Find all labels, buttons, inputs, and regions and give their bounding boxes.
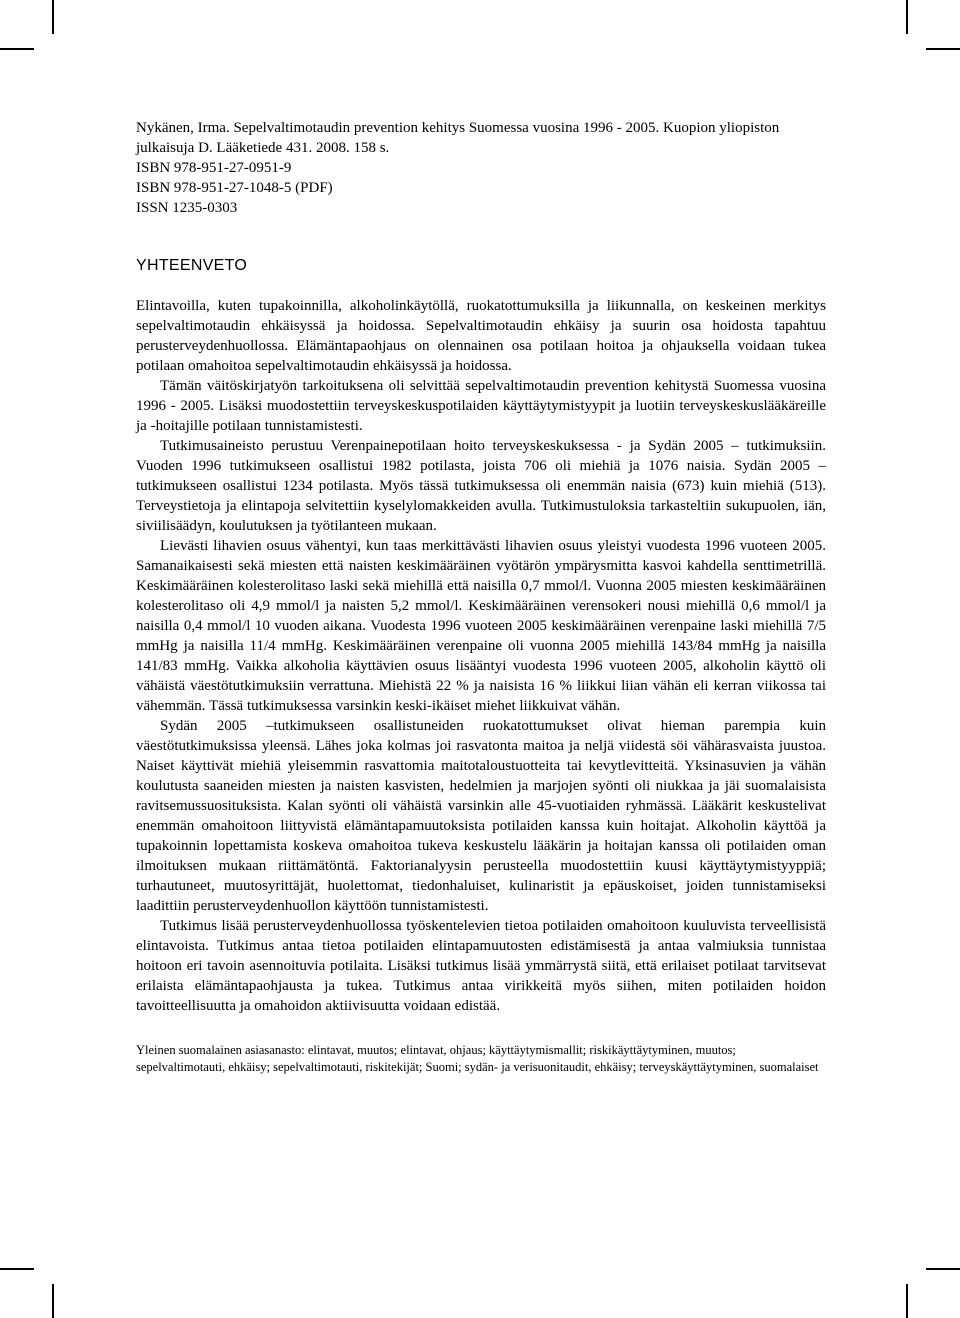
bibliography-block (136, 118, 826, 218)
crop-mark (926, 48, 960, 50)
crop-mark (52, 0, 54, 34)
isbn-print: ISBN 978-951-27-0951-9 (136, 160, 292, 176)
paragraph: Elintavoilla, kuten tupakoinnilla, alkoholinkäytöllä, ruokatottumuksilla ja liikunnalla, on keskeinen merkitys sepelvaltimotaudin ehkäisyssä ja hoidossa. Sepelvaltimotaudin ehkäisy ja suurin osa hoidosta tapahtuu perusterveydenhuollossa. Elämäntapaohjaus on olennainen osa potilaan hoitoa ja ohjauksella voidaan tukea potilaan omahoitoa sepelvaltimotaudin ehkäisyssä ja hoidossa. (136, 298, 826, 374)
paragraph: Tämän väitöskirjatyön tarkoituksena oli selvittää sepelvaltimotaudin prevention kehitystä Suomessa vuosina 1996 - 2005. Lisäksi muodostettiin terveyskeskuspotilaiden käyttäytymistyypit ja luotiin terveyskeskuslääkäreille ja -hoitajille potilaan tunnistamistesti. (136, 378, 826, 434)
citation: Nykänen, Irma. Sepelvaltimotaudin prevention kehitys Suomessa vuosina 1996 - 2005. Kuopion yliopiston julkaisuja D. Lääketiede 431. 2008. 158 s. (136, 120, 780, 156)
crop-mark (926, 1268, 960, 1270)
paragraph: Tutkimus lisää perusterveydenhuollossa työskentelevien tietoa potilaiden omahoitoon kuuluvista terveellisistä elintavoista. Tutkimus antaa tietoa potilaiden elintapamuutosten edistämisestä ja antaa valmiuksia tunnistaa hoitoon eri tavoin asennoituvia potilaita. Lisäksi tutkimus lisää ymmärrystä siitä, että erilaiset potilaat tarvitsevat erilaista elämäntapaohjausta ja tukea. Tutkimus antaa virikkeitä myös siihen, miten potilaiden hoidon tavoitteellisuutta ja omahoidon aktiivisuutta voidaan edistää. (136, 918, 826, 1014)
document-page (136, 118, 826, 1076)
isbn-pdf: ISBN 978-951-27-1048-5 (PDF) (136, 180, 333, 196)
paragraph: Lievästi lihavien osuus vähentyi, kun taas merkittävästi lihavien osuus yleistyi vuodesta 1996 vuoteen 2005. Samanaikaisesti sekä miesten että naisten keskimääräinen vyötärön ympärysmitta kasvoi kahdella senttimetrillä. Keskimääräinen kolesterolitaso laski sekä miehillä että naisilla 0,7 mmol/l. Vuonna 2005 miesten keskimääräinen kolesterolitaso oli 4,9 mmol/l ja naisten 5,2 mmol/l. Keskimääräinen verensokeri nousi miehillä 0,6 mmol/l ja naisilla 0,4 mmol/l 10 vuoden aikana. Vuodesta 1996 vuoteen 2005 keskimääräinen verenpaine laski miehillä 7/5 mmHg ja naisilla 11/4 mmHg. Keskimääräinen verenpaine oli vuonna 2005 miehillä 143/84 mmHg ja naisilla 141/83 mmHg. Vaikka alkoholia käyttävien osuus lisääntyi vuodesta 1996 vuoteen 2005, alkoholin käyttö oli vähäistä väestötutkimuksiin verrattuna. Miehistä 22 % ja naisista 16 % liikkui liian vähän eli kerran viikossa tai vähemmän. Tässä tutkimuksessa varsinkin keski-ikäiset miehet liikkuivat vähän. (136, 538, 826, 714)
issn: ISSN 1235-0303 (136, 200, 238, 216)
crop-mark (906, 0, 908, 34)
section-heading: YHTEENVETO (136, 257, 248, 274)
crop-mark (0, 1268, 34, 1270)
paragraph: Sydän 2005 –tutkimukseen osallistuneiden ruokatottumukset olivat hieman parempia kuin väestötutkimuksissa yleensä. Lähes joka kolmas joi rasvatonta maitoa ja neljä viidestä söi vähärasvaista juustoa. Naiset käyttivät miehiä yleisemmin rasvattomia maitotaloustuotteita tai kevytlevitteitä. Yksinasuvien ja vähän koulutusta saaneiden miesten ja naisten kasvisten, hedelmien ja marjojen syönti oli niukkaa ja jäi suomalaisista ravitsemussuosituksista. Kalan syönti oli vähäistä varsinkin alle 45-vuotiaiden ryhmässä. Lääkärit keskustelivat enemmän omahoitoon liittyvistä elämäntapamuutoksista potilaiden kanssa kuin hoitajat. Alkoholin käyttöä ja tupakoinnin lopettamista koskeva omahoitoa tukeva keskustelu lääkärin ja hoitajan kanssa oli potilaiden oman ilmoituksen mukaan riittämätöntä. Faktorianalyysin perusteella muodostettiin kuusi käyttäytymistyyppiä; turhautuneet, muutosyrittäjät, huolettomat, tiedonhaluiset, kulinaristit ja epäuskoiset, joiden tunnistamiseksi laadittiin perusterveydenhuollon käyttöön tunnistamistesti. (136, 718, 826, 914)
crop-mark (0, 48, 34, 50)
crop-mark (52, 1284, 54, 1318)
crop-mark (906, 1284, 908, 1318)
keywords: Yleinen suomalainen asiasanasto: elintavat, muutos; elintavat, ohjaus; käyttäytymismallit; riskikäyttäytyminen, muutos; sepelvaltimotauti, ehkäisy; sepelvaltimotauti, riskitekijät; Suomi; sydän- ja verisuonitaudit, ehkäisy; terveyskäyttäytyminen, suomalaiset (136, 1043, 819, 1074)
paragraph: Tutkimusaineisto perustuu Verenpainepotilaan hoito terveyskeskuksessa - ja Sydän 2005 – tutkimuksiin. Vuoden 1996 tutkimukseen osallistui 1982 potilasta, joista 706 oli miehiä ja 1076 naisia. Sydän 2005 –tutkimukseen osallistui 1234 potilasta. Myös tässä tutkimuksessa oli enemmän naisia (673) kuin miehiä (513). Terveystietoja ja elintapoja selvitettiin kyselylomakkeiden avulla. Tutkimustuloksia tarkasteltiin sukupuolen, iän, siviilisäädyn, koulutuksen ja työtilanteen mukaan. (136, 438, 826, 534)
